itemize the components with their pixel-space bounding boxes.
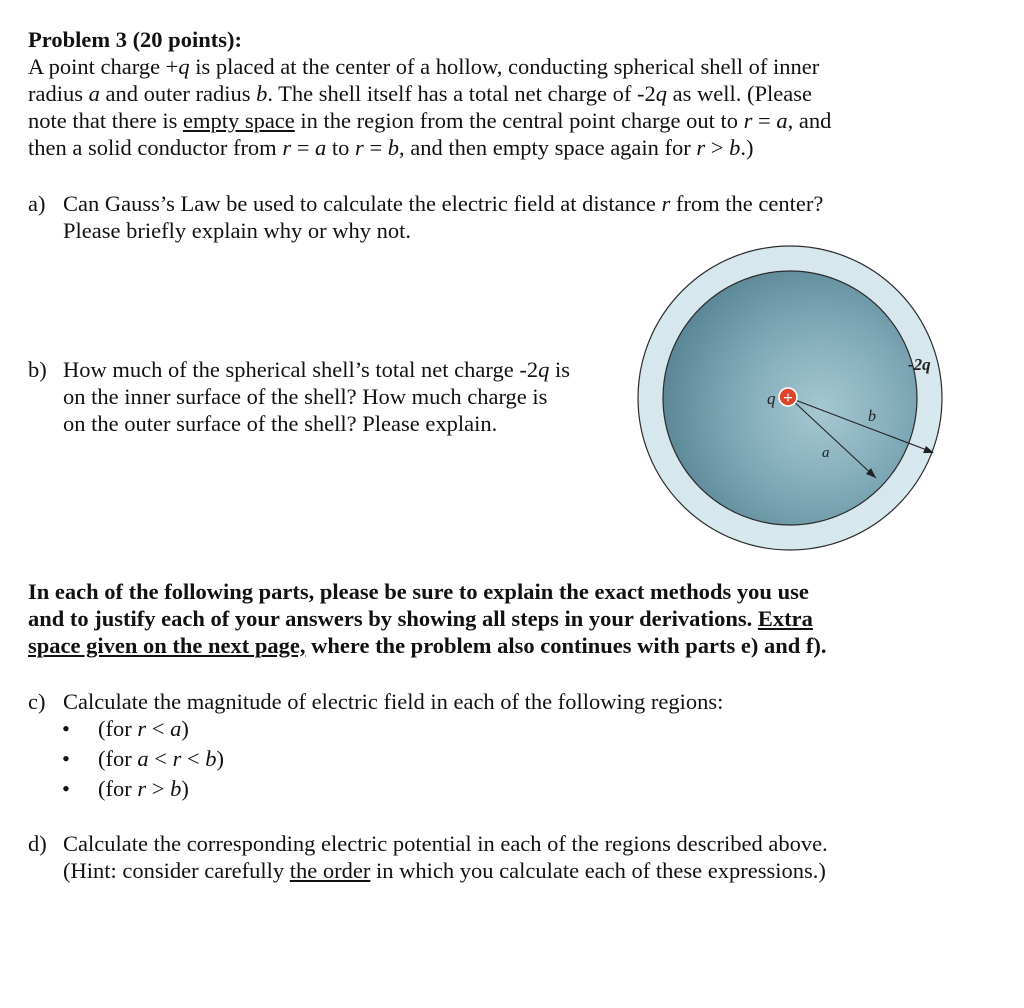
text-run: <	[181, 746, 206, 771]
text-run: Calculate the corresponding electric potential in each of the regions described above.	[63, 831, 828, 856]
text-run: , and	[787, 108, 832, 133]
part-d-line-2	[63, 857, 826, 884]
text-run: Can Gauss’s Law be used to calculate the electric field at distance	[63, 191, 662, 216]
text-run: (for	[98, 716, 138, 741]
text-run: (Hint: consider carefully	[63, 858, 290, 883]
charge-label: q	[767, 389, 776, 408]
text-run: =	[291, 135, 316, 160]
text-run: a	[88, 81, 100, 106]
text-run: =	[363, 135, 388, 160]
text-run: and outer radius	[99, 81, 257, 106]
text-run: a	[776, 108, 788, 133]
text-run: b	[387, 135, 400, 160]
problem-title: Problem 3 (20 points):	[28, 27, 242, 52]
text-run: b	[256, 81, 268, 106]
text-run: r	[355, 135, 364, 160]
text-run: , and then empty space again for	[399, 135, 697, 160]
text-run: is placed at the center of a hollow, conducting spherical shell of inner	[189, 54, 820, 79]
text-run: r	[696, 135, 706, 160]
text-run: >	[146, 776, 171, 801]
text-run: in the region from the central point charge out to	[294, 108, 744, 133]
part-a-line-1	[63, 190, 823, 217]
spherical-shell-diagram	[600, 240, 960, 570]
text-run: >	[705, 135, 730, 160]
part-c-label: c)	[28, 689, 46, 714]
text-run: A point charge +	[28, 54, 179, 79]
text-run: b	[170, 776, 182, 801]
text-run: a	[315, 135, 327, 160]
text-run: note that there is	[28, 108, 183, 133]
text-run: (for	[98, 746, 138, 771]
bullet-icon: •	[62, 716, 70, 741]
part-a-line-2	[63, 217, 411, 244]
radius-b-label: b	[868, 408, 876, 425]
text-run: In each of the following parts, please be sure to explain the exact methods you use	[28, 579, 809, 604]
text-run: <	[148, 746, 173, 771]
text-run: on the outer surface of the shell? Please explain.	[63, 411, 498, 436]
text-run: on the inner surface of the shell? How much charge is	[63, 384, 548, 409]
text-run: r	[743, 108, 753, 133]
problem-intro-line-1	[28, 53, 819, 80]
part-c-bullet-3	[62, 775, 189, 802]
text-run: )	[181, 716, 189, 741]
bullet-text	[98, 716, 189, 741]
text-run: q	[178, 54, 190, 79]
bullet-text	[98, 746, 224, 771]
part-b-line-1	[63, 356, 570, 383]
text-run: from the center?	[670, 191, 824, 216]
text-run: where the problem also continues with parts e) and f).	[305, 633, 827, 658]
text-run: then a solid conductor from	[28, 135, 283, 160]
instructions-line-2	[28, 605, 813, 632]
part-d-label: d)	[28, 831, 47, 856]
text-run: )	[181, 776, 189, 801]
text-run: to	[326, 135, 356, 160]
part-c-bullet-2	[62, 745, 224, 772]
text-run: . The shell itself has a total net charge of -2	[267, 81, 656, 106]
text-run: Please briefly explain why or why not.	[63, 218, 412, 243]
problem-intro-line-2	[28, 80, 812, 107]
text-run: r	[661, 191, 671, 216]
text-run: q	[655, 81, 668, 106]
charge-sign: +	[783, 388, 793, 407]
part-d-line-1	[63, 830, 828, 857]
part-b-label: b)	[28, 357, 47, 382]
text-run: r	[282, 135, 292, 160]
text-run: b	[729, 135, 741, 160]
text-run: r	[137, 776, 147, 801]
text-run: the order	[289, 858, 371, 883]
part-c-line-1	[63, 688, 723, 715]
problem-intro-line-4	[28, 134, 754, 161]
text-run: a	[137, 746, 149, 771]
text-run: Extra	[757, 606, 813, 631]
radius-a-label: a	[822, 445, 830, 461]
text-run: (for	[98, 776, 138, 801]
instructions-line-1	[28, 578, 809, 605]
bullet-icon: •	[62, 746, 70, 771]
text-run: a	[170, 716, 182, 741]
text-run: =	[752, 108, 777, 133]
text-run: empty space	[182, 108, 295, 133]
text-run: and to justify each of your answers by showing all steps in your derivations.	[28, 606, 758, 631]
text-run: space given on the next page,	[28, 633, 306, 658]
text-run: )	[216, 746, 225, 771]
text-run: q	[538, 357, 550, 382]
part-b-line-3	[63, 410, 497, 437]
shell-charge-label: -2q	[908, 355, 931, 374]
instructions-line-3	[28, 632, 827, 659]
bullet-icon: •	[62, 776, 70, 801]
text-run: .)	[740, 135, 754, 160]
text-run: <	[146, 716, 171, 741]
text-run: is	[549, 357, 570, 382]
bullet-text	[98, 776, 189, 801]
part-a-label: a)	[28, 191, 46, 216]
part-b-line-2	[63, 383, 547, 410]
text-run: radius	[28, 81, 89, 106]
problem-intro-line-3	[28, 107, 831, 134]
text-run: r	[137, 716, 147, 741]
text-run: r	[172, 746, 182, 771]
text-run: Calculate the magnitude of electric field in each of the following regions:	[63, 689, 724, 714]
text-run: b	[205, 746, 217, 771]
text-run: in which you calculate each of these expressions.)	[370, 858, 826, 883]
text-run: How much of the spherical shell’s total net charge -2	[63, 357, 539, 382]
part-c-bullet-1	[62, 715, 189, 742]
text-run: as well. (Please	[667, 81, 812, 106]
